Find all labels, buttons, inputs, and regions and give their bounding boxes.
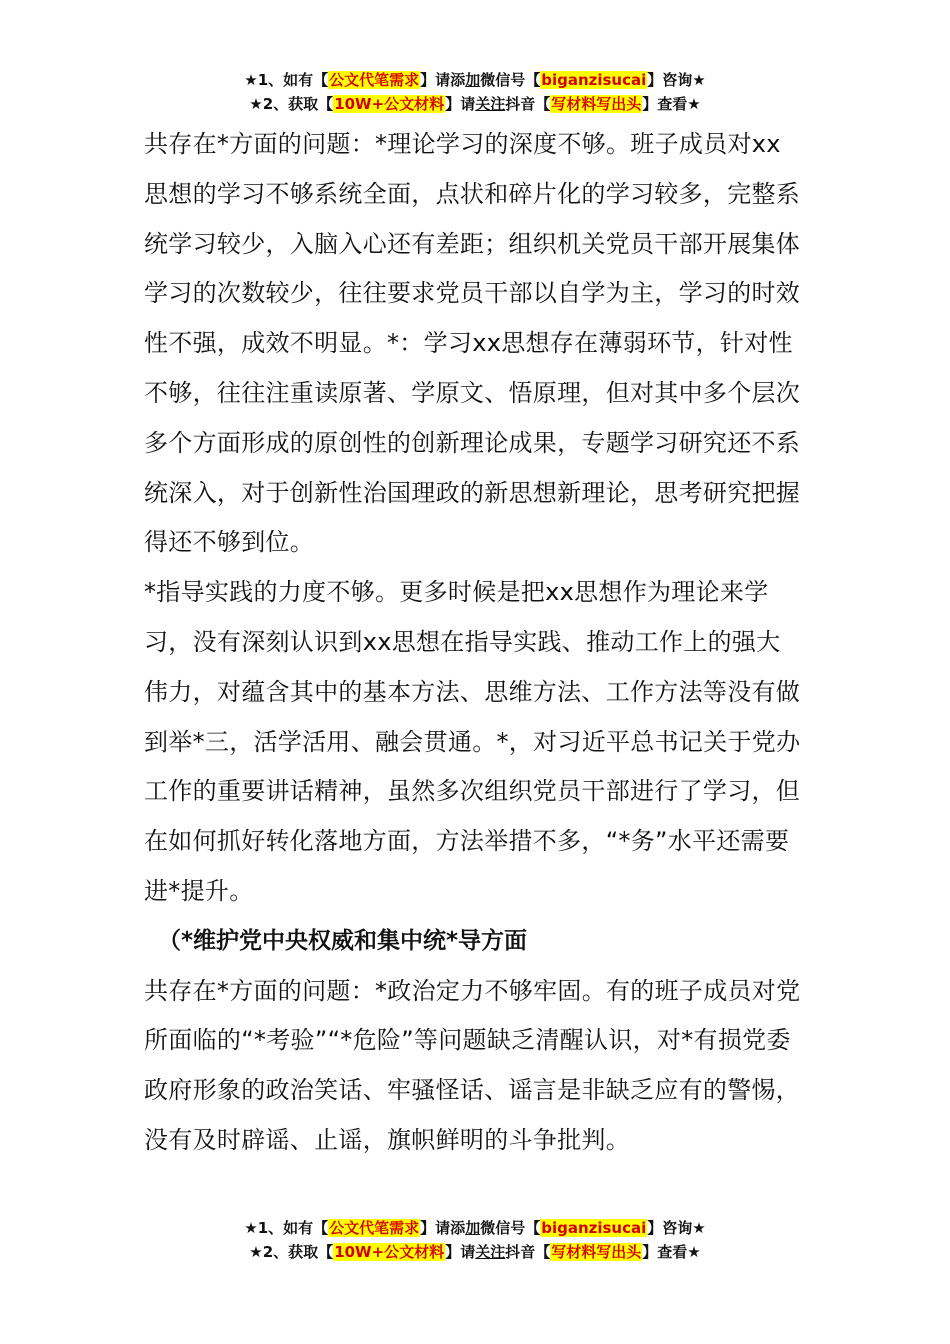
promo-banner-top (0, 68, 950, 116)
promo-text: 抖音【 (505, 1243, 551, 1261)
highlight-wechat-id: biganzisucai (541, 71, 647, 89)
promo-banner-bottom (0, 1216, 950, 1264)
promo-text: 】请 (445, 95, 476, 113)
promo-line-2 (0, 92, 950, 116)
highlight-materials: 10W+公文材料 (334, 1243, 445, 1261)
promo-text: 】请 (445, 1243, 476, 1261)
promo-text: 微信号【 (480, 71, 541, 89)
paragraph-1: 共存在*方面的问题：*理论学习的深度不够。班子成员对xx思想的学习不够系统全面，点状和碎片化的学习较多，完整系统学习较少，入脑入心还有差距；组织机关党员干部开展集体学习的次数较少，往往要求党员干部以自学为主，学习的时效性不强，成效不明显。*：学习xx思想存在薄弱环节，针对性不够，往往注重读原著、学原文、悟原理，但对其中多个层次多个方面形成的原创性的创新理论成果，专题学习研究还不系统深入，对于创新性治国理政的新思想新理论，思考研究把握得还不够到位。 (144, 130, 801, 557)
promo-text: 抖音【 (505, 95, 551, 113)
promo-text: ★2、获取【 (249, 1243, 334, 1261)
paragraph-2: *指导实践的力度不够。更多时候是把xx思想作为理论来学习，没有深刻认识到xx思想在指导实践、推动工作上的强大伟力，对蕴含其中的基本方法、思维方法、工作方法等没有做到举*三，活学活用、融会贯通。*，对习近平总书记关于党办工作的重要讲话精神，虽然多次组织党员干部进行了学习，但在如何抓好转化落地方面，方法举措不多，“*务”水平还需要进*提升。 (144, 578, 801, 905)
promo-text: 微信号【 (480, 1219, 541, 1237)
promo-text: ★1、如有【 (244, 1219, 329, 1237)
paragraph-3: 共存在*方面的问题：*政治定力不够牢固。有的班子成员对党所面临的“*考验”“*危险”等问题缺乏清醒认识，对*有损党委政府形象的政治笑话、牢骚怪话、谣言是非缺乏应有的警惕，没有及时辟谣、止谣，旗帜鲜明的斗争批判。 (144, 976, 801, 1154)
promo-text: 】查看★ (642, 1243, 701, 1261)
promo-underlined: 关注 (475, 95, 506, 113)
promo-underlined: 加 (465, 1219, 481, 1237)
promo-text: 】咨询★ (647, 71, 706, 89)
highlight-materials: 10W+公文材料 (334, 95, 445, 113)
promo-text: ★2、获取【 (249, 95, 334, 113)
document-body (144, 120, 804, 1166)
highlight-service: 公文代笔需求 (329, 1219, 420, 1237)
promo-line-1 (0, 68, 950, 92)
promo-underlined: 加 (465, 71, 481, 89)
promo-text: 】咨询★ (647, 1219, 706, 1237)
highlight-douyin-account: 写材料写出头 (551, 1243, 642, 1261)
highlight-service: 公文代笔需求 (329, 71, 420, 89)
highlight-wechat-id: biganzisucai (541, 1219, 647, 1237)
promo-line-2 (0, 1240, 950, 1264)
promo-text: ★1、如有【 (244, 71, 329, 89)
highlight-douyin-account: 写材料写出头 (551, 95, 642, 113)
section-heading: （*维护党中央权威和集中统*导方面 (158, 927, 528, 954)
promo-underlined: 关注 (475, 1243, 506, 1261)
promo-text: 】请添 (420, 1219, 466, 1237)
promo-line-1 (0, 1216, 950, 1240)
promo-text: 】请添 (420, 71, 466, 89)
promo-text: 】查看★ (642, 95, 701, 113)
